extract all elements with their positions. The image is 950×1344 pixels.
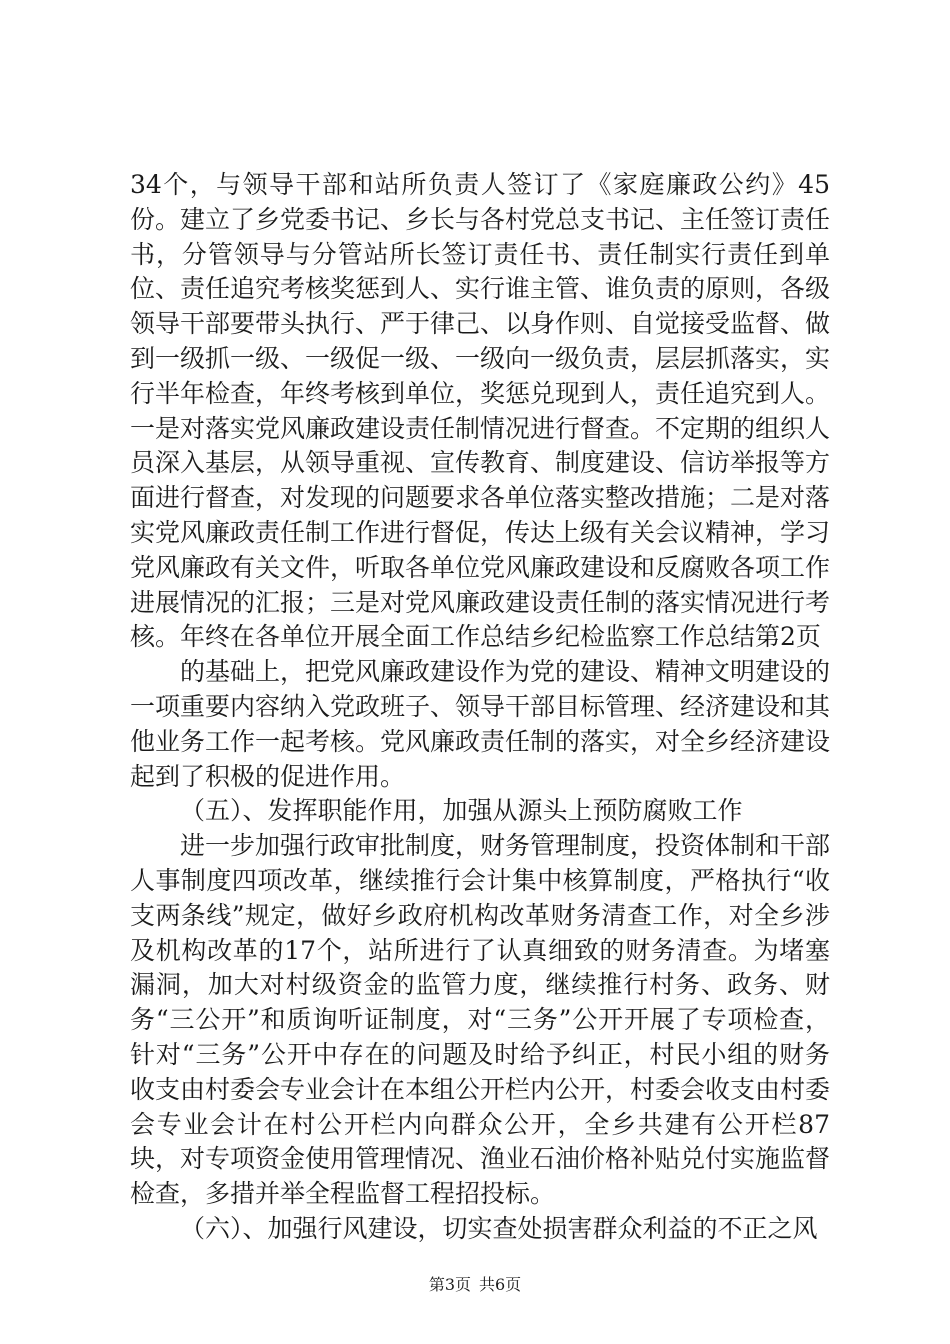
page-footer [0,1272,950,1295]
document-body [130,168,830,1247]
page-total: 共6页 [479,1275,522,1294]
paragraph-continuation: 34个，与领导干部和站所负责人签订了《家庭廉政公约》45份。建立了乡党委书记、乡长与各村党总支书记、主任签订责任书，分管领导与分管站所长签订责任书、责任制实行责任到单位、责任追究考核奖惩到人、实行谁主管、谁负责的原则，各级领导干部要带头执行、严于律己、以身作则、自觉接受监督、做到一级抓一级、一级促一级、一级向一级负责，层层抓落实，实行半年检查，年终考核到单位，奖惩兑现到人，责任追究到人。一是对落实党风廉政建设责任制情况进行督查。不定期的组织人员深入基层，从领导重视、宣传教育、制度建设、信访举报等方面进行督查，对发现的问题要求各单位落实整改措施；二是对落实党风廉政责任制工作进行督促，传达上级有关会议精神，学习党风廉政有关文件，听取各单位党风廉政建设和反腐败各项工作进展情况的汇报；三是对党风廉政建设责任制的落实情况进行考核。年终在各单位开展全面工作总结乡纪检监察工作总结第2页 [130,170,831,652]
paragraph-reform: 进一步加强行政审批制度，财务管理制度，投资体制和干部人事制度四项改革，继续推行会计集中核算制度，严格执行“收支两条线”规定，做好乡政府机构改革财务清查工作，对全乡涉及机构改革的17个，站所进行了认真细致的财务清查。为堵塞漏洞，加大对村级资金的监管力度，继续推行村务、政务、财务“三公开”和质询听证制度，对“三务”公开开展了专项检查，针对“三务”公开中存在的问题及时给予纠正，村民小组的财务收支由村委会专业会计在本组公开栏内公开，村委会收支由村委会专业会计在村公开栏内向群众公开，全乡共建有公开栏87块，对专项资金使用管理情况、渔业石油价格补贴兑付实施监督检查，多措并举全程监督工程招投标。 [130,831,831,1209]
paragraph-assessment: 的基础上，把党风廉政建设作为党的建设、精神文明建设的一项重要内容纳入党政班子、领导干部目标管理、经济建设和其他业务工作一起考核。党风廉政责任制的落实，对全乡经济建设起到了积极的促进作用。 [130,657,831,791]
section-heading-6: （六）、加强行风建设，切实查处损害群众利益的不正之风 [180,1213,818,1243]
section-heading-5: （五）、发挥职能作用，加强从源头上预防腐败工作 [180,796,743,826]
page-number: 第3页 [428,1275,471,1294]
